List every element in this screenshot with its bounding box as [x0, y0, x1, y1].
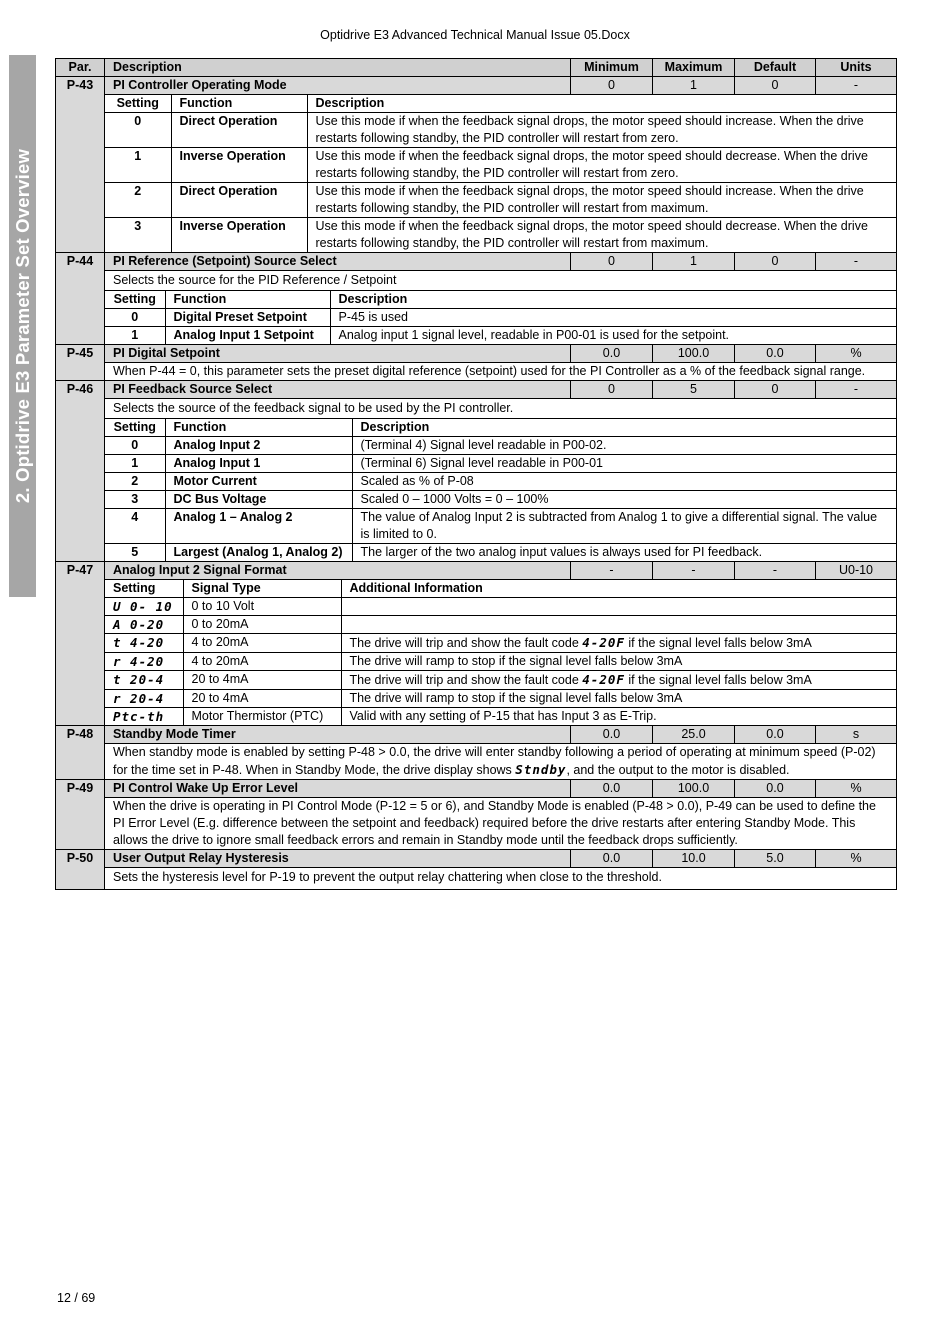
table-row	[105, 690, 896, 708]
col-header-units: Units	[816, 59, 897, 77]
table-row	[105, 671, 896, 690]
setting-value: 2	[105, 473, 165, 491]
param-title: PI Controller Operating Mode	[105, 77, 571, 95]
col-header-maximum: Maximum	[653, 59, 735, 77]
setting-function: DC Bus Voltage	[165, 491, 352, 509]
setting-description: Use this mode if when the feedback signal drops, the motor speed should increase. When the drive restarts following standby, the PID controller will restart from maximum.	[307, 183, 896, 218]
param-max: 10.0	[653, 850, 735, 868]
param-id: P-47	[56, 562, 105, 726]
param-row-p46	[56, 381, 897, 399]
param-units: %	[816, 780, 897, 798]
param-row-p47	[56, 562, 897, 580]
param-min: 0	[571, 77, 653, 95]
param-id: P-46	[56, 381, 105, 562]
info-text: if the signal level falls below 3mA	[624, 673, 812, 687]
description-text: When standby mode is enabled by setting P-48 > 0.0, the drive will enter standby following a period of operating at minimum speed (P-02) for the time set in P-48. When in Standby Mode, the drive display shows	[113, 745, 876, 777]
sub-header-setting: Setting	[113, 292, 156, 306]
param-title: PI Digital Setpoint	[105, 345, 571, 363]
param-min: 0	[571, 253, 653, 271]
setting-value: 1	[105, 148, 171, 183]
param-detail-p43	[105, 95, 897, 253]
table-row	[105, 148, 896, 183]
info-text: The drive will ramp to stop if the signal level falls below 3mA	[349, 654, 683, 668]
setting-function: Analog Input 2	[165, 437, 352, 455]
parameter-table	[55, 58, 897, 890]
param-description: When P-44 = 0, this parameter sets the preset digital reference (setpoint) used for the PI Controller as a % of the feedback signal range.	[105, 363, 897, 381]
param-default: 0	[735, 77, 816, 95]
param-default: 0.0	[735, 345, 816, 363]
param-id: P-48	[56, 726, 105, 780]
display-code: r 4-20	[105, 653, 183, 671]
table-row	[105, 309, 896, 327]
setting-function: Largest (Analog 1, Analog 2)	[165, 544, 352, 562]
param-max: 1	[653, 253, 735, 271]
info-text: The drive will ramp to stop if the signal level falls below 3mA	[349, 691, 683, 705]
param-title: PI Reference (Setpoint) Source Select	[105, 253, 571, 271]
param-units: -	[816, 381, 897, 399]
param-units: %	[816, 850, 897, 868]
param-description	[105, 744, 897, 780]
table-row	[105, 183, 896, 218]
document-header: Optidrive E3 Advanced Technical Manual Issue 05.Docx	[320, 28, 630, 42]
param-id: P-44	[56, 253, 105, 345]
param-default: 0.0	[735, 726, 816, 744]
additional-info	[341, 598, 896, 616]
param-title: User Output Relay Hysteresis	[105, 850, 571, 868]
display-code: Stndby	[515, 762, 567, 777]
signal-type: 4 to 20mA	[183, 634, 341, 653]
info-text: The drive will trip and show the fault code	[349, 673, 583, 687]
param-description: Sets the hysteresis level for P-19 to prevent the output relay chattering when close to the threshold.	[105, 868, 897, 890]
param-default: 0	[735, 381, 816, 399]
param-units: U0-10	[816, 562, 897, 580]
setting-description: (Terminal 6) Signal level readable in P00-01	[352, 455, 896, 473]
display-code: t 20-4	[105, 671, 183, 690]
page-number: 12 / 69	[57, 1291, 96, 1305]
table-row	[105, 218, 896, 253]
sub-header-info: Additional Information	[341, 580, 896, 598]
setting-value: 4	[105, 509, 165, 544]
param-max: 100.0	[653, 345, 735, 363]
param-row-p48	[56, 726, 897, 744]
fault-code: 4-20F	[582, 672, 625, 687]
table-row	[105, 616, 896, 634]
table-row	[105, 634, 896, 653]
table-header-row	[56, 59, 897, 77]
settings-table	[105, 95, 896, 252]
param-detail-p46	[105, 399, 897, 562]
param-default: -	[735, 562, 816, 580]
signal-type: 0 to 10 Volt	[183, 598, 341, 616]
setting-function: Analog 1 – Analog 2	[165, 509, 352, 544]
additional-info	[341, 616, 896, 634]
col-header-default: Default	[735, 59, 816, 77]
param-default: 0.0	[735, 780, 816, 798]
setting-function: Digital Preset Setpoint	[165, 309, 330, 327]
display-code: t 4-20	[105, 634, 183, 653]
param-max: -	[653, 562, 735, 580]
setting-description: Analog input 1 signal level, readable in P00-01 is used for the setpoint.	[330, 327, 896, 345]
setting-function: Direct Operation	[171, 183, 307, 218]
setting-function: Inverse Operation	[171, 218, 307, 253]
signal-type: 20 to 4mA	[183, 690, 341, 708]
sub-header-signal-type: Signal Type	[183, 580, 341, 598]
table-row	[105, 113, 896, 148]
param-title: PI Control Wake Up Error Level	[105, 780, 571, 798]
param-id: P-49	[56, 780, 105, 850]
sub-header-description: Description	[352, 419, 896, 437]
settings-table	[105, 290, 896, 344]
table-row	[105, 437, 896, 455]
table-row	[105, 327, 896, 345]
setting-function: Direct Operation	[171, 113, 307, 148]
param-detail-p44	[105, 271, 897, 345]
setting-function: Inverse Operation	[171, 148, 307, 183]
signal-type: 20 to 4mA	[183, 671, 341, 690]
additional-info	[341, 653, 896, 671]
signal-type: Motor Thermistor (PTC)	[183, 708, 341, 726]
setting-value: 0	[105, 309, 165, 327]
table-row	[105, 455, 896, 473]
additional-info	[341, 634, 896, 653]
info-text: The drive will trip and show the fault code	[349, 636, 583, 650]
sub-header-function: Function	[171, 95, 307, 113]
table-row	[105, 598, 896, 616]
sub-header-setting: Setting	[113, 581, 156, 595]
setting-value: 2	[105, 183, 171, 218]
param-title: Analog Input 2 Signal Format	[105, 562, 571, 580]
param-max: 5	[653, 381, 735, 399]
param-id: P-45	[56, 345, 105, 381]
param-row-p45	[56, 345, 897, 363]
param-min: 0.0	[571, 850, 653, 868]
param-units: %	[816, 345, 897, 363]
param-id: P-43	[56, 77, 105, 253]
display-code: r 20-4	[105, 690, 183, 708]
signal-type: 0 to 20mA	[183, 616, 341, 634]
sub-header-function: Function	[165, 291, 330, 309]
param-intro: Selects the source for the PID Reference / Setpoint	[113, 273, 397, 287]
setting-description: The value of Analog Input 2 is subtracted from Analog 1 to give a differential signal. The value is limited to 0.	[352, 509, 896, 544]
param-default: 5.0	[735, 850, 816, 868]
setting-function: Analog Input 1 Setpoint	[165, 327, 330, 345]
setting-function: Motor Current	[165, 473, 352, 491]
setting-description: Use this mode if when the feedback signal drops, the motor speed should decrease. When the drive restarts following standby, the PID controller will restart from zero.	[307, 148, 896, 183]
param-description: When the drive is operating in PI Control Mode (P-12 = 5 or 6), and Standby Mode is enabled (P-48 > 0.0), P-49 can be used to define the PI Error Level (E.g. difference between the setpoint and feedback) required before the drive restarts after entering Standby Mode. This allows the drive to ignore small feedback errors and remain in Standby mode until the feedback drops sufficiently.	[105, 798, 897, 850]
sub-header-description: Description	[330, 291, 896, 309]
fault-code: 4-20F	[582, 635, 625, 650]
signal-format-table	[105, 580, 896, 725]
param-units: -	[816, 77, 897, 95]
setting-description: (Terminal 4) Signal level readable in P00-02.	[352, 437, 896, 455]
display-code: Ptc-th	[105, 708, 183, 726]
col-header-description: Description	[105, 59, 571, 77]
setting-description: Scaled as % of P-08	[352, 473, 896, 491]
param-row-p44	[56, 253, 897, 271]
setting-description: P-45 is used	[330, 309, 896, 327]
setting-value: 1	[105, 455, 165, 473]
table-row	[105, 708, 896, 726]
setting-value: 3	[105, 218, 171, 253]
settings-table	[105, 418, 896, 561]
param-intro: Selects the source of the feedback signal to be used by the PI controller.	[113, 401, 514, 415]
additional-info	[341, 690, 896, 708]
sub-header-setting: Setting	[116, 96, 159, 110]
param-min: 0.0	[571, 780, 653, 798]
setting-function: Analog Input 1	[165, 455, 352, 473]
table-row	[105, 544, 896, 562]
param-default: 0	[735, 253, 816, 271]
signal-type: 4 to 20mA	[183, 653, 341, 671]
sub-header-setting: Setting	[113, 420, 156, 434]
setting-description: Scaled 0 – 1000 Volts = 0 – 100%	[352, 491, 896, 509]
param-max: 25.0	[653, 726, 735, 744]
param-min: 0.0	[571, 726, 653, 744]
setting-description: Use this mode if when the feedback signal drops, the motor speed should increase. When the drive restarts following standby, the PID controller will restart from zero.	[307, 113, 896, 148]
setting-value: 0	[105, 113, 171, 148]
param-units: -	[816, 253, 897, 271]
sub-header-description: Description	[307, 95, 896, 113]
setting-description: Use this mode if when the feedback signal drops, the motor speed should decrease. When the drive restarts following standby, the PID controller will restart from maximum.	[307, 218, 896, 253]
param-min: 0	[571, 381, 653, 399]
param-row-p50	[56, 850, 897, 868]
table-row	[105, 491, 896, 509]
col-header-par: Par.	[56, 59, 105, 77]
additional-info	[341, 671, 896, 690]
param-id: P-50	[56, 850, 105, 890]
setting-description: The larger of the two analog input values is always used for PI feedback.	[352, 544, 896, 562]
display-code: U 0- 10	[105, 598, 183, 616]
param-min: 0.0	[571, 345, 653, 363]
param-detail-p47	[105, 580, 897, 726]
param-row-p43	[56, 77, 897, 95]
setting-value: 0	[105, 437, 165, 455]
display-code: A 0-20	[105, 616, 183, 634]
param-max: 100.0	[653, 780, 735, 798]
setting-value: 3	[105, 491, 165, 509]
setting-value: 5	[105, 544, 165, 562]
param-title: Standby Mode Timer	[105, 726, 571, 744]
section-side-tab	[9, 55, 36, 597]
param-max: 1	[653, 77, 735, 95]
setting-value: 1	[105, 327, 165, 345]
info-text: Valid with any setting of P-15 that has Input 3 as E-Trip.	[349, 709, 657, 723]
table-row	[105, 509, 896, 544]
param-title: PI Feedback Source Select	[105, 381, 571, 399]
section-side-tab-label: 2. Optidrive E3 Parameter Set Overview	[11, 148, 33, 504]
table-row	[105, 473, 896, 491]
param-min: -	[571, 562, 653, 580]
info-text: if the signal level falls below 3mA	[624, 636, 812, 650]
col-header-minimum: Minimum	[571, 59, 653, 77]
description-text: , and the output to the motor is disabled.	[566, 763, 790, 777]
param-row-p49	[56, 780, 897, 798]
table-row	[105, 653, 896, 671]
param-units: s	[816, 726, 897, 744]
additional-info	[341, 708, 896, 726]
sub-header-function: Function	[165, 419, 352, 437]
